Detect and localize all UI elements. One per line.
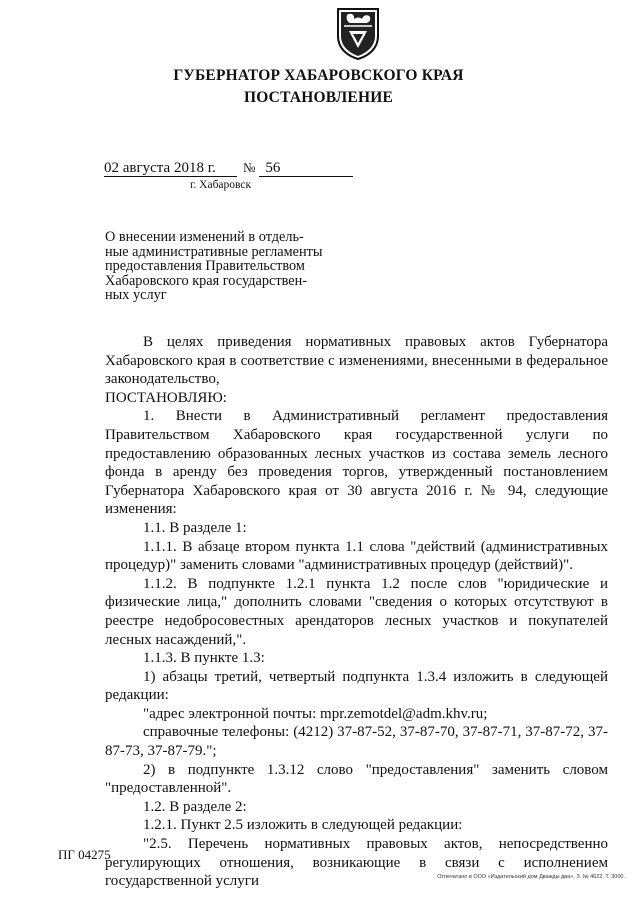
city-label: г. Хабаровск xyxy=(190,179,252,191)
subject-line: ных услуг xyxy=(105,287,167,303)
document-date: 02 августа 2018 г. xyxy=(104,161,237,177)
date-number-line xyxy=(104,160,353,177)
paragraph: 1.2. В разделе 2: xyxy=(143,798,247,815)
resolution-keyword: ПОСТАНОВЛЯЮ: xyxy=(105,389,227,406)
subject-line: О внесении изменений в отдель- xyxy=(105,229,304,245)
subject-line: предоставления Правительством xyxy=(105,258,305,274)
paragraph: 1.1. В разделе 1: xyxy=(143,519,247,536)
paragraph: "2.5. Перечень нормативных правовых актов, непосредственно регулирующих отношения, возникающие в связи с исполнением государственной услуги xyxy=(105,836,608,890)
printer-imprint: Отпечатано в ООО «Издательский дом Дважды два». З. № 4622. Т. 3000. xyxy=(437,874,625,880)
paragraph: "адрес электронной почты: mpr.zemotdel@adm.khv.ru; xyxy=(143,705,488,722)
paragraph: 1. Внести в Административный регламент предоставления Правительством Хабаровского края государственной услуги по предоставлению образованных лесных участков из состава земель лесного фонда в аренду без проведения торгов, утвержденный постановлением Губернатора Хабаровского края от 30 августа 2016 г. № 94, следующие изменения: xyxy=(105,408,608,518)
paragraph: 1.1.2. В подпункте 1.2.1 пункта 1.2 после слов "юридические и физические лица," дополнить словами "сведения о которых отсутствуют в реестре недобросовестных арендаторов лесных участков и покупателей лесных насаждений,". xyxy=(105,575,608,648)
paragraph: справочные телефоны: (4212) 37-87-52, 37-87-70, 37-87-71, 37-87-72, 37-87-73, 37-87-79."; xyxy=(105,724,608,760)
number-label: № xyxy=(243,160,256,175)
document-type-title: ПОСТАНОВЛЕНИЕ xyxy=(243,89,394,106)
subject-line: Хабаровского края государствен- xyxy=(105,272,307,289)
document-number: 56 xyxy=(259,161,353,177)
subject-line: ные административные регламенты xyxy=(105,243,323,260)
paragraph: В целях приведения нормативных правовых актов Губернатора Хабаровского края в соответствие с изменениями, внесенными в федеральное законодательство, xyxy=(105,334,608,388)
paragraph: 1.2.1. Пункт 2.5 изложить в следующей редакции: xyxy=(143,817,463,834)
form-code: ПГ 04275 xyxy=(58,847,111,862)
paragraph: 2) в подпункте 1.3.12 слово "предоставления" заменить словом "предоставленной". xyxy=(105,761,608,797)
paragraph: 1.1.3. В пункте 1.3: xyxy=(143,650,265,667)
paragraph: 1) абзацы третий, четвертый подпункта 1.3.4 изложить в следующей редакции: xyxy=(105,668,608,704)
paragraph: 1.1.1. В абзаце втором пункта 1.1 слова "действий (административных процедур)" заменить словами "административных процедур (действий)". xyxy=(105,538,608,574)
coat-of-arms-icon xyxy=(335,6,381,60)
document-body xyxy=(105,333,608,891)
document-subject xyxy=(105,230,333,303)
authority-title: ГУБЕРНАТОР ХАБАРОВСКОГО КРАЯ xyxy=(173,67,464,84)
